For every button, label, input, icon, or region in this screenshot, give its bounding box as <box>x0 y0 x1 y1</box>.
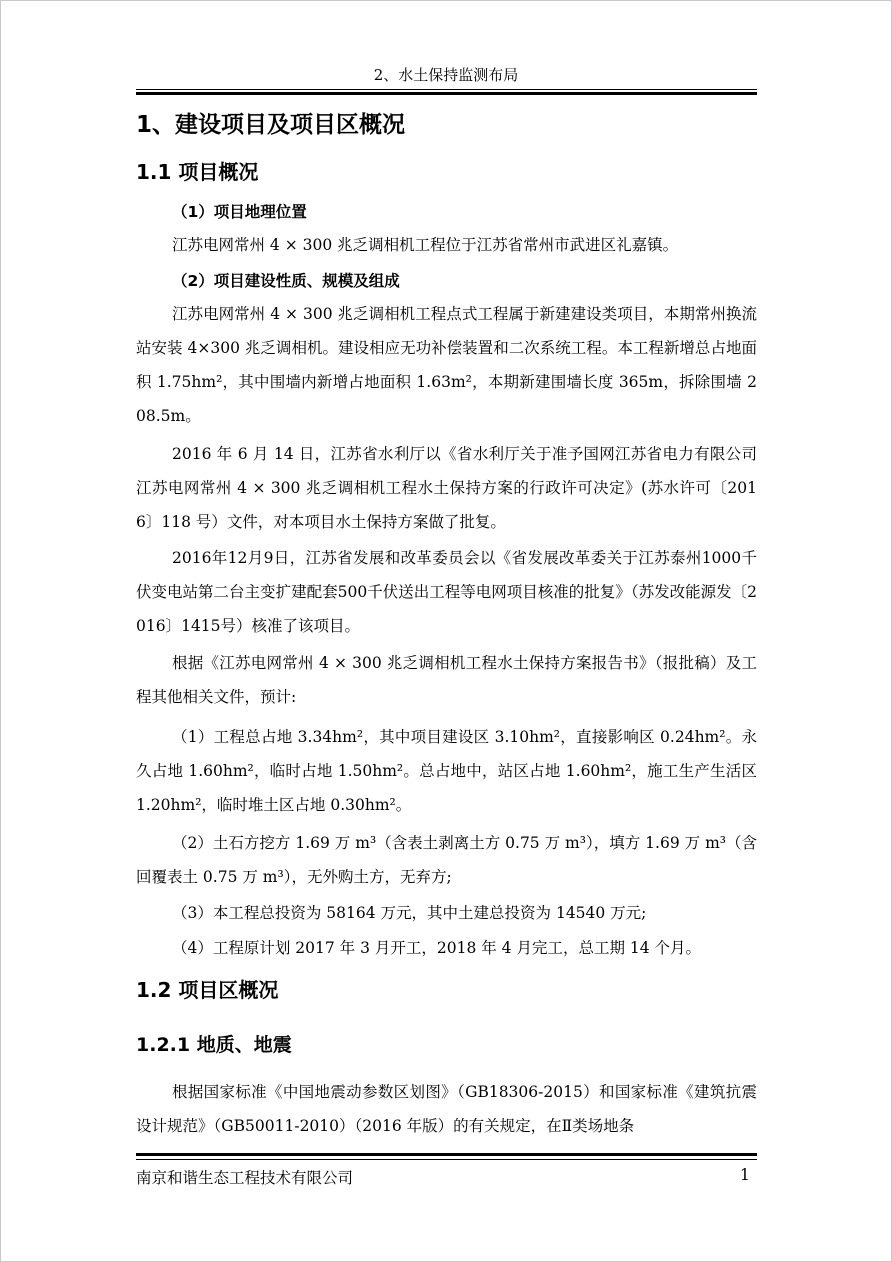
paragraph-project-scale: 江苏电网常州 4 × 300 兆乏调相机工程点式工程属于新建建设类项目，本期常州换流站安装 4×300 兆乏调相机。建设相应无功补偿装置和二次系统工程。本工程新增总占地面积 1.75hm²，其中围墙内新增占地面积 1.63m²，本期新建围墙长度 365m，拆除围墙 208.5m。 <box>136 305 757 425</box>
footer-page-number: 1 <box>740 1166 750 1184</box>
list-item-schedule: （4）工程原计划 2017 年 3 月开工，2018 年 4 月完工，总工期 14 个月。 <box>172 939 702 957</box>
section-1-2-heading: 1.2 项目区概况 <box>136 978 279 1002</box>
paragraph-location: 江苏电网常州 4 × 300 兆乏调相机工程位于江苏省常州市武进区礼嘉镇。 <box>172 236 679 254</box>
section-1-2-1-heading: 1.2.1 地质、地震 <box>136 1034 292 1056</box>
list-item-investment: （3）本工程总投资为 58164 万元，其中土建总投资为 14540 万元; <box>172 904 647 922</box>
paragraph-approval-water: 2016 年 6 月 14 日，江苏省水利厅以《省水利厅关于准予国网江苏省电力有限公司江苏电网常州 4 × 300 兆乏调相机工程水土保持方案的行政许可决定》(苏水许可〔2016〕118 号）文件，对本项目水土保持方案做了批复。 <box>136 445 757 531</box>
section-1-heading: 1、建设项目及项目区概况 <box>136 112 406 138</box>
running-header-title: 2、水土保持监测布局 <box>373 66 519 84</box>
section-1-1-heading: 1.1 项目概况 <box>136 160 259 184</box>
subheading-nature-scale: （2）项目建设性质、规模及组成 <box>172 272 400 290</box>
list-item-land-occupation: （1）工程总占地 3.34hm²，其中项目建设区 3.10hm²，直接影响区 0.24hm²。永久占地 1.60hm²，临时占地 1.50hm²。总占地中，站区占地 1.60hm²，施工生产生活区 1.20hm²，临时堆土区占地 0.30hm²。 <box>136 728 757 814</box>
paragraph-report-basis: 根据《江苏电网常州 4 × 300 兆乏调相机工程水土保持方案报告书》（报批稿）及工程其他相关文件，预计: <box>136 654 757 706</box>
subheading-location: （1）项目地理位置 <box>172 203 307 221</box>
header-rule-thin <box>136 89 757 90</box>
footer-company-name: 南京和谐生态工程技术有限公司 <box>136 1169 354 1187</box>
footer-rule-thin <box>136 1159 757 1160</box>
list-item-earthwork: （2）土石方挖方 1.69 万 m³（含表土剥离土方 0.75 万 m³），填方 1.69 万 m³（含回覆表土 0.75 万 m³），无外购土方，无弃方; <box>136 834 757 886</box>
footer-rule-thick <box>136 1153 757 1156</box>
paragraph-approval-development: 2016年12月9日，江苏省发展和改革委员会以《省发展改革委关于江苏泰州1000千伏变电站第二台主变扩建配套500千伏送出工程等电网项目核准的批复》（苏发改能源发〔2016〕1415号）核准了该项目。 <box>136 549 757 635</box>
paragraph-geology-seismic: 根据国家标准《中国地震动参数区划图》（GB18306-2015）和国家标准《建筑抗震设计规范》（GB50011-2010）（2016 年版）的有关规定，在Ⅱ类场地条 <box>136 1083 757 1135</box>
header-rule-thick <box>136 92 757 95</box>
